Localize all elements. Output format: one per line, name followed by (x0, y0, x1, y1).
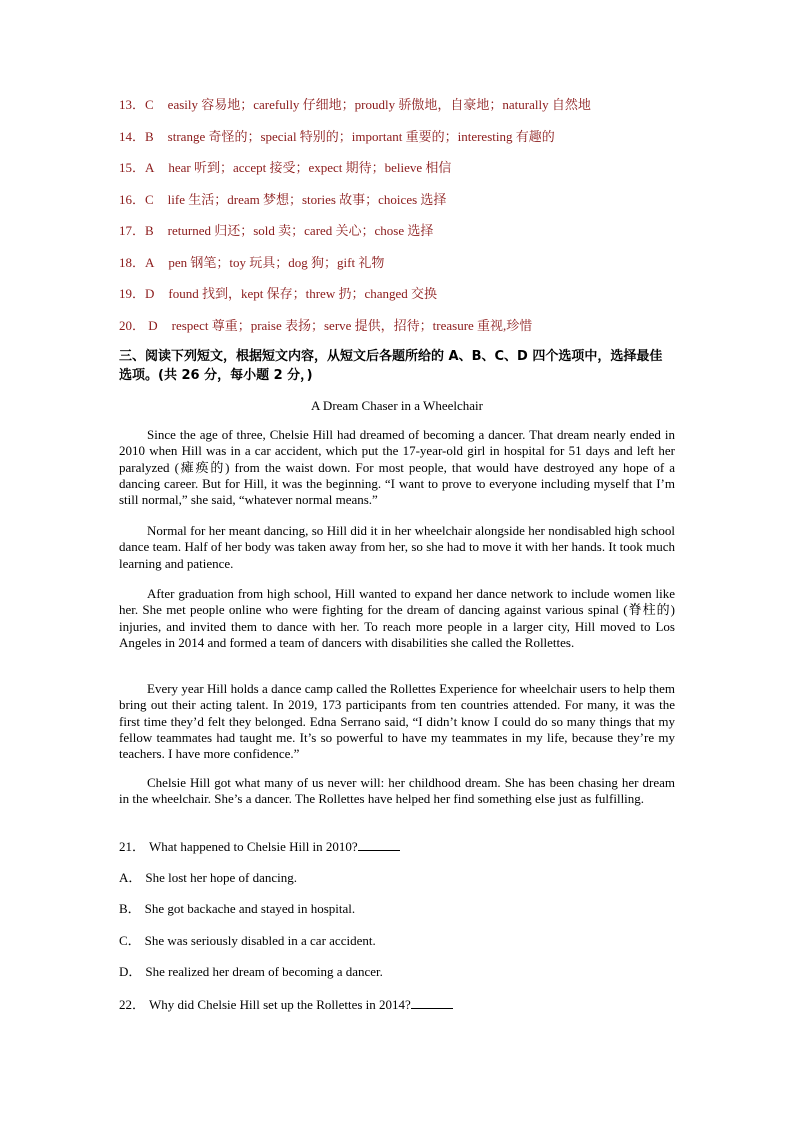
option-text: She was seriously disabled in a car accident. (144, 933, 376, 948)
passage-paragraph-2: Normal for her meant dancing, so Hill did it in her wheelchair alongside her nondisabled high school dance team. Half of her body was taken away from her, so she had to move it with her hands. It took much learning and patience. (119, 523, 675, 571)
answer-gloss: pen 钢笔；toy 玩具；dog 狗；gift 礼物 (168, 255, 385, 270)
passage-paragraph-4: Every year Hill holds a dance camp called the Rollettes Experience for wheelchair users to help them bring out their acting talent. In 2019, 173 participants from ten countries attended. For many, it was the first time they’d felt they belonged. Edna Serrano said, “I didn’t know I could do so many things that my fellow teammates had taught me. It’s so powerful to have my teammates in my life, because they’re my teachers. I have more confidence.” (119, 681, 675, 762)
answer-line-15 (119, 160, 451, 176)
answer-line-14 (119, 129, 555, 145)
answer-gloss: hear 听到；accept 接受；expect 期待；believe 相信 (168, 160, 452, 175)
option-letter: D． (119, 964, 142, 979)
option-text: She realized her dream of becoming a dancer. (145, 964, 383, 979)
answer-line-20 (119, 318, 532, 334)
answer-number: 19．D (119, 286, 155, 301)
answer-number: 15．A (119, 160, 155, 175)
option-letter: B． (119, 901, 141, 916)
answer-line-17 (119, 223, 433, 239)
answer-number: 13．C (119, 97, 154, 112)
answer-number: 18．A (119, 255, 155, 270)
option-d (119, 964, 383, 980)
passage-title: A Dream Chaser in a Wheelchair (311, 398, 483, 413)
answer-number: 20． D (119, 318, 158, 333)
question-text: What happened to Chelsie Hill in 2010? (149, 839, 358, 854)
answer-line-19 (119, 286, 437, 302)
question-22 (119, 996, 453, 1013)
answer-line-13 (119, 97, 591, 113)
answer-line-16 (119, 192, 446, 208)
option-b (119, 901, 355, 917)
answer-gloss: returned 归还；sold 卖；cared 关心；chose 选择 (167, 223, 434, 238)
question-number: 21． (119, 839, 146, 854)
answer-gloss: life 生活；dream 梦想；stories 故事；choices 选择 (167, 192, 447, 207)
section-heading: 三、阅读下列短文，根据短文内容，从短文后各题所给的 A、B、C、D 四个选项中，选择最佳选项。(共 26 分，每小题 2 分，) (119, 349, 663, 383)
answer-blank[interactable] (411, 996, 453, 1009)
answer-gloss: strange 奇怪的；special 特别的；important 重要的；interesting 有趣的 (167, 129, 555, 144)
option-text: She got backache and stayed in hospital. (144, 901, 356, 916)
question-number: 22． (119, 997, 146, 1012)
question-21 (119, 838, 400, 855)
answer-number: 17．B (119, 223, 154, 238)
option-text: She lost her hope of dancing. (145, 870, 298, 885)
option-letter: A． (119, 870, 142, 885)
option-a (119, 870, 297, 886)
answer-gloss: respect 尊重；praise 表扬；serve 提供，招待；treasure 重视,珍惜 (171, 318, 533, 333)
passage-paragraph-5: Chelsie Hill got what many of us never will: her childhood dream. She has been chasing her dream in the wheelchair. She’s a dancer. The Rollettes have helped her find something else just as fulfilling. (119, 775, 675, 807)
answer-gloss: easily 容易地；carefully 仔细地；proudly 骄傲地，自豪地；naturally 自然地 (167, 97, 591, 112)
answer-blank[interactable] (358, 838, 400, 851)
answer-gloss: found 找到，kept 保存；threw 扔；changed 交换 (168, 286, 438, 301)
option-letter: C． (119, 933, 141, 948)
passage-paragraph-1: Since the age of three, Chelsie Hill had dreamed of becoming a dancer. That dream nearly ended in 2010 when Hill was in a car accident, which put the 17-year-old girl in hospital for 51 days and left her paralyzed (瘫痪的) from the waist down. For most people, that would have destroyed any hope of a dancing career. But for Hill, it was the beginning. “I want to prove to everyone including myself that I’m still normal,” she said, “whatever normal means.” (119, 427, 675, 508)
option-c (119, 933, 376, 949)
answer-number: 14．B (119, 129, 154, 144)
answer-line-18 (119, 255, 384, 271)
passage-paragraph-3: After graduation from high school, Hill wanted to expand her dance network to include women like her. She met people online who were fighting for the dream of dancing against various spinal (脊柱的) injuries, and invited them to dance with her. To reach more people in a larger city, Hill moved to Los Angeles in 2014 and formed a team of dancers with disabilities she called the Rollettes. (119, 586, 675, 650)
question-text: Why did Chelsie Hill set up the Rollettes in 2014? (149, 997, 411, 1012)
answer-number: 16．C (119, 192, 154, 207)
